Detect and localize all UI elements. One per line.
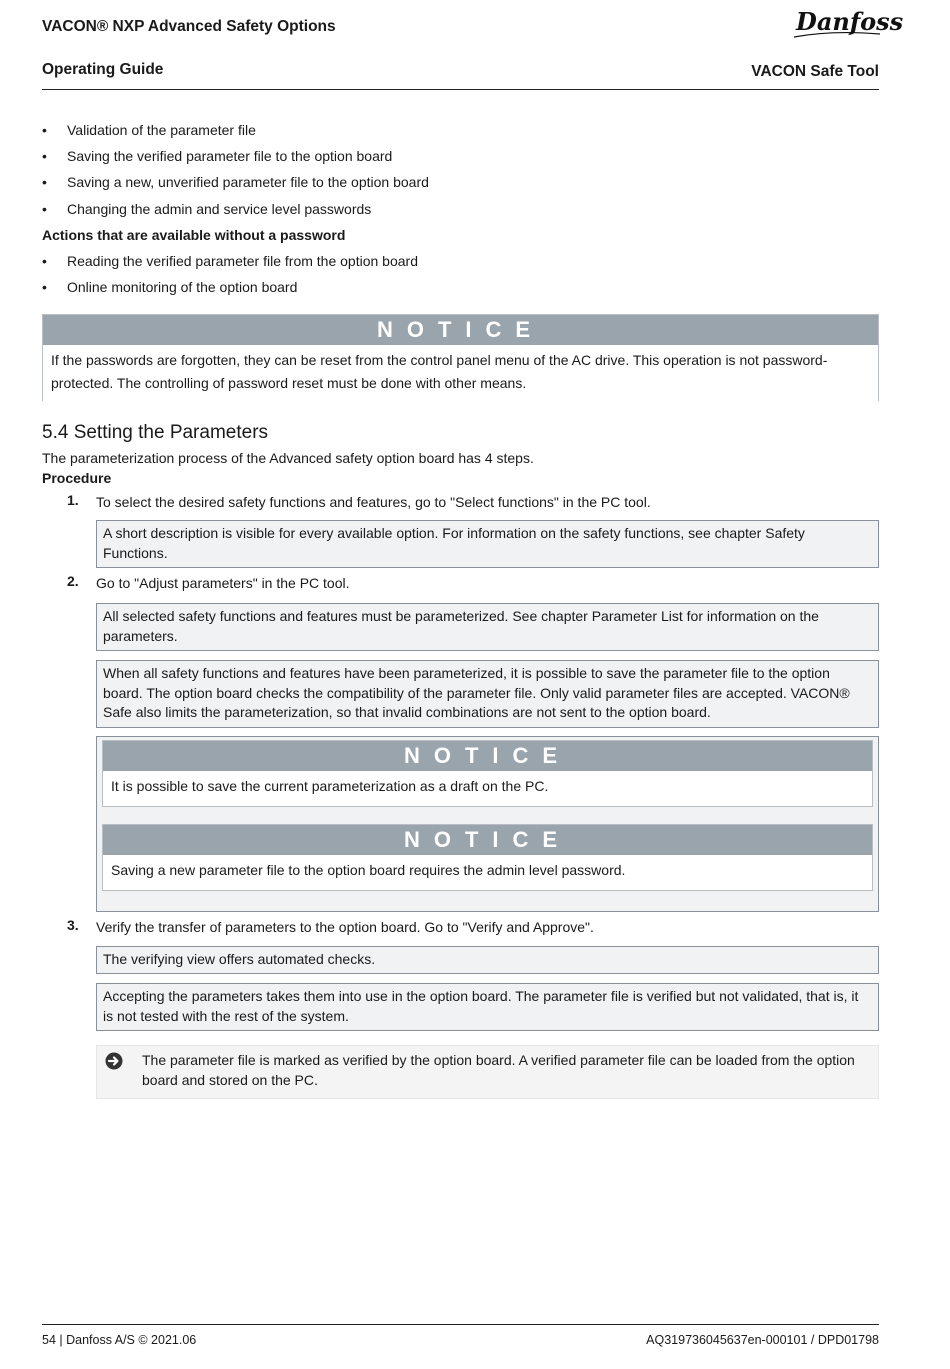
step-info: When all safety functions and features have been parameterized, it is possible to save the parameter file to the option board. The option board checks the compatibility of the parameter file. Only valid parameter files are accepted. VACON® Safe also limits the parameterization, so that invalid combinations are not sent to the option board. [96, 660, 879, 728]
step-number: 2. [67, 573, 79, 590]
step-info: A short description is visible for every available option. For information on the safety functions, see chapter Safety Functions. [96, 520, 879, 568]
result-text: The parameter file is marked as verified by the option board. A verified parameter file can be loaded from the option board and stored on the PC. [142, 1052, 855, 1088]
header-divider [42, 89, 879, 90]
arrow-circle-right-icon [105, 1052, 123, 1070]
list-item: • Saving a new, unverified parameter file to the option board [42, 172, 879, 198]
procedure-steps [42, 492, 879, 1099]
footer-divider [42, 1324, 879, 1325]
step-info: Accepting the parameters takes them into use in the option board. The parameter file is verified but not validated, that is, it is not tested with the rest of the system. [96, 983, 879, 1031]
password-actions-list [42, 120, 879, 225]
step-1 [42, 492, 879, 568]
document-subtitle: Operating Guide [42, 61, 164, 78]
footer-doc-id: AQ319736045637en-000101 / DPD01798 [646, 1333, 879, 1347]
no-password-heading: Actions that are available without a password [42, 226, 346, 243]
list-item: • Reading the verified parameter file from the option board [42, 251, 879, 277]
procedure-label: Procedure [42, 470, 112, 487]
step-number: 3. [67, 916, 79, 933]
notice-body: Saving a new parameter file to the option board requires the admin level password. [103, 855, 872, 890]
step-text: Verify the transfer of parameters to the option board. Go to "Verify and Approve". [96, 918, 594, 935]
section-intro: The parameterization process of the Advanced safety option board has 4 steps. [42, 450, 534, 467]
list-item: • Saving the verified parameter file to the option board [42, 146, 879, 172]
step-2 [42, 573, 879, 912]
notice-body: If the passwords are forgotten, they can be reset from the control panel menu of the AC drive. This operation is not password-protected. The controlling of password reset must be done with other means. [43, 345, 878, 403]
step-number: 1. [67, 492, 79, 509]
step-result [96, 1045, 879, 1099]
notice-body: It is possible to save the current parameterization as a draft on the PC. [103, 771, 872, 806]
step-text: Go to "Adjust parameters" in the PC tool. [96, 575, 350, 592]
notice-password-reset [42, 314, 879, 401]
step-text: To select the desired safety functions and features, go to "Select functions" in the PC tool. [96, 494, 651, 511]
notice-title: NOTICE [103, 825, 872, 855]
footer-page-info: 54 | Danfoss A/S © 2021.06 [42, 1333, 197, 1347]
list-item: • Changing the admin and service level passwords [42, 199, 879, 225]
notice-draft [102, 740, 873, 807]
notice-title: NOTICE [43, 315, 878, 345]
chapter-name: VACON Safe Tool [751, 63, 879, 80]
section-heading: 5.4 Setting the Parameters [42, 422, 269, 444]
step-info: All selected safety functions and features must be parameterized. See chapter Parameter List for information on the parameters. [96, 603, 879, 651]
step-notices [96, 736, 879, 912]
danfoss-logo [792, 4, 904, 40]
step-3 [42, 917, 879, 1100]
step-info: The verifying view offers automated checks. [96, 946, 879, 975]
logo-text: Danfoss [796, 7, 904, 36]
notice-title: NOTICE [103, 741, 872, 771]
page-content [42, 120, 879, 1099]
no-password-actions-list [42, 251, 879, 303]
notice-admin-password [102, 824, 873, 891]
document-title: VACON® NXP Advanced Safety Options [42, 18, 336, 35]
list-item: • Validation of the parameter file [42, 120, 879, 146]
list-item: • Online monitoring of the option board [42, 277, 879, 303]
